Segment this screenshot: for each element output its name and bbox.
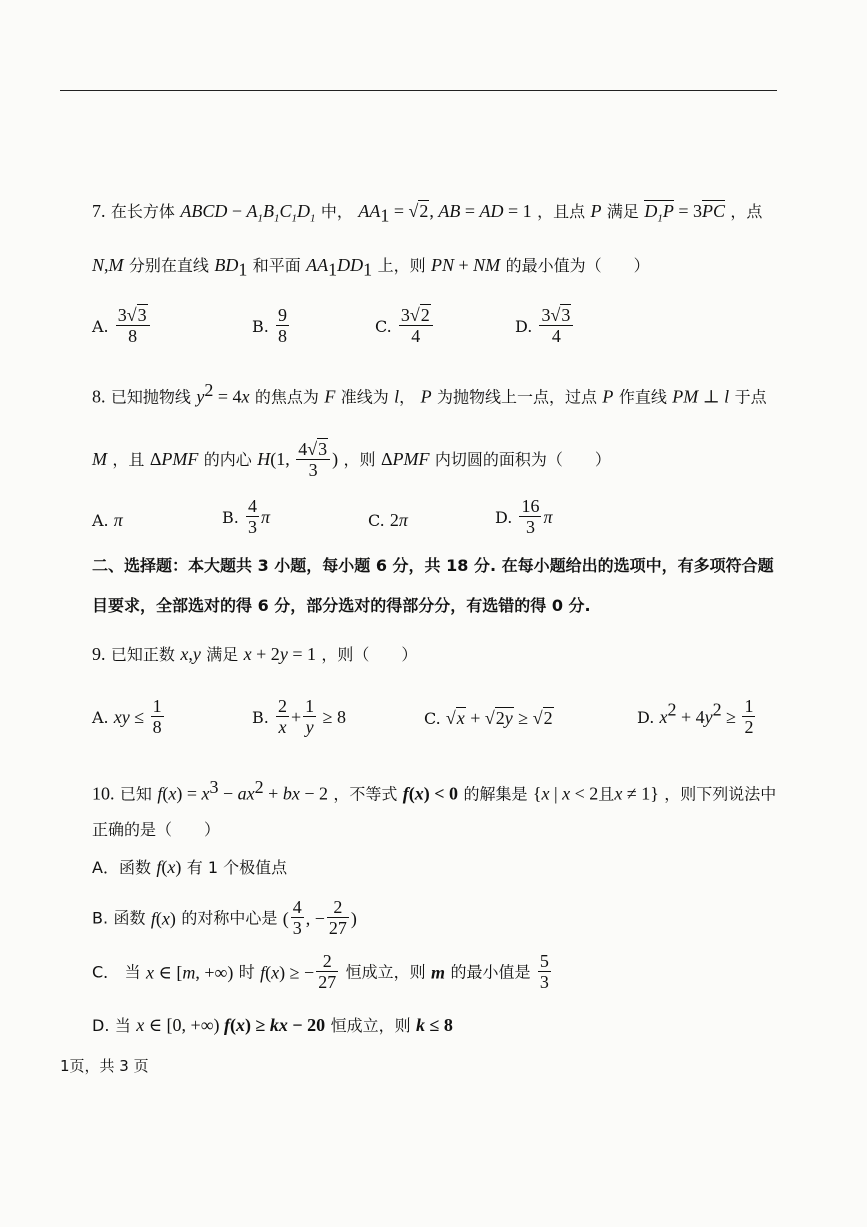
q9-option-c: C. √x + √2y ≥ √2 <box>424 708 553 728</box>
q8-option-d: D. $\frac{16}{3}$ π <box>495 496 553 537</box>
q7-option-a: A. $\frac{3√3}{8}$ <box>92 306 152 347</box>
q7-option-d: D. $\frac{3√3}{4}$ <box>515 306 575 347</box>
q7-line-2: N,M 分别在直线 $BD_1$ 和平面 $AA_1DD_1$ 上，则 PN + NM 的最小值为（ ） <box>92 255 650 280</box>
q10-option-d: D. 当 x ∈ [0, +∞) f(x) ≥ kx − 20 恒成立，则 k ≤ 8 <box>92 1015 453 1035</box>
q9-option-d: D. $x^2 + 4y^2$ ≥ $\frac{1}{2}$ <box>637 696 754 737</box>
q10-option-a: A．函数 f(x) 有 1 个极值点 <box>92 857 288 877</box>
q10-option-b: B. 函数 f(x) 的对称中心是 ( $\frac{4}{3}$ , − $\frac{2}{27}$ ) <box>92 897 357 938</box>
page-footer: 1页，共 3 页 <box>60 1057 149 1075</box>
q7-line-1: 7. 在长方体 ABCD − $A_1B_1C_1D_1$ 中， $AA_1 = √2$, AB = AD = 1 ，且点 P 满足 $D_1P = 3PC$ ，点 <box>92 201 763 226</box>
q9-option-b: B. $\frac{2}{x}$ + $\frac{1}{y}$ ≥ 8 <box>252 696 346 737</box>
q8-line-1: 8. 已知抛物线 $y^2 = 4x$ 的焦点为 F 准线为 l， P 为抛物线上一点，过点 P 作直线 PM ⊥ l 于点 <box>92 380 767 407</box>
q9-line-1: 9. 已知正数 x,y 满足 x + 2y = 1 ，则（ ） <box>92 644 418 664</box>
q7-solid: ABCD <box>180 201 228 221</box>
section2-heading-line-1: 二、选择题：本大题共 3 小题，每小题 6 分，共 18 分. 在每小题给出的选项中，有多项符合题 <box>92 556 774 575</box>
q7-option-b: B. $\frac{9}{8}$ <box>252 305 287 346</box>
q7-option-c: C. $\frac{3√2}{4}$ <box>375 306 435 347</box>
q8-option-c: C. 2π <box>368 510 408 530</box>
q10-line-1: 10. 已知 $f(x) = x^3 - ax^2$ + bx − 2 ，不等式 f(x) < 0 的解集是 {x | x < 2且x ≠ 1} ，则下列说法中 <box>92 777 777 804</box>
header-rule <box>60 90 777 91</box>
q8-option-b: B. $\frac{4}{3}$ π <box>222 496 270 537</box>
q8-option-a: A. π <box>92 510 123 530</box>
q10-line-2: 正确的是（ ） <box>92 820 221 839</box>
q10-option-c: C． 当 x ∈ [m, +∞) 时 f(x) ≥ − $\frac{2}{27}$ 恒成立，则 m 的最小值是 $\frac{5}{3}$ <box>92 951 549 992</box>
q8-line-2: M ，且 ΔPMF 的内心 H(1, $\frac{4√3}{3}$ ) ，则 ΔPMF 内切圆的面积为（ ） <box>92 439 611 480</box>
q9-option-a: A. xy ≤ $\frac{1}{8}$ <box>92 696 162 737</box>
section2-heading-line-2: 目要求，全部选对的得 6 分，部分选对的得部分分，有选错的得 0 分. <box>92 596 591 615</box>
